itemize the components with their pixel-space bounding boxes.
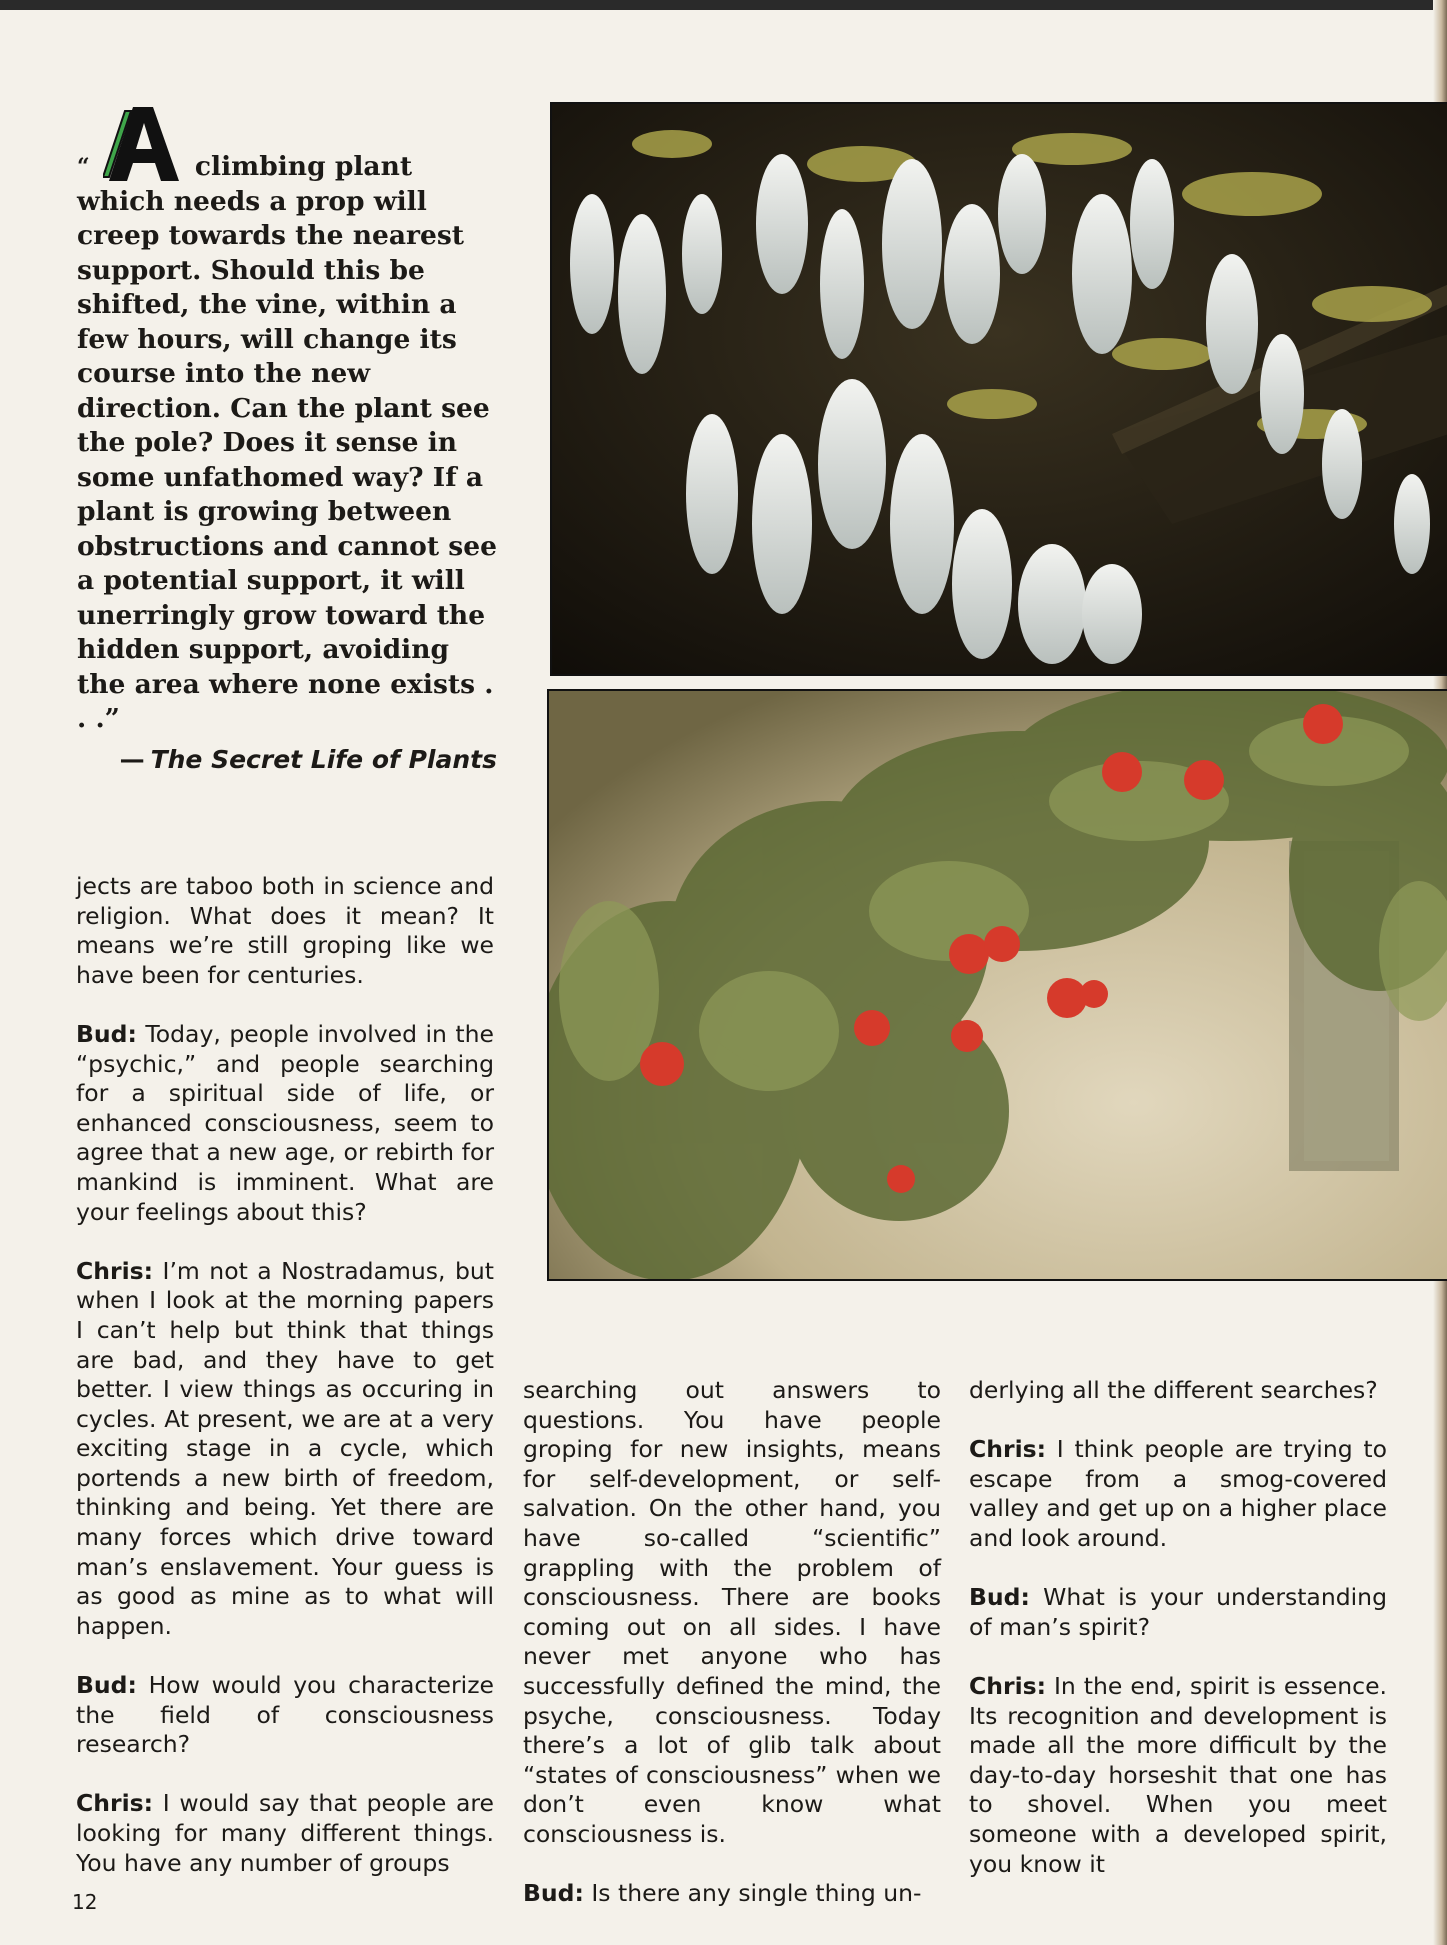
top-edge: [0, 0, 1447, 10]
text-column-3: [969, 1376, 1387, 1909]
speaker-label: Chris:: [969, 1671, 1047, 1700]
speaker-label: Bud:: [969, 1583, 1030, 1612]
paragraph-text: I’m not a Nostradamus, but when I look at the morning papers I can’t help but think that things are bad, and they have to get better. I view things as occuring in cycles. At present, we are at a very exciting stage in a cycle, which portends a new birth of freedom, thinking and being. Yet there are many forces which drive toward man’s enslavement. Your guess is as good as mine as to what will happen.: [76, 1256, 494, 1640]
speaker-label: Chris:: [969, 1435, 1047, 1464]
paragraph: [969, 1435, 1387, 1553]
speaker-label: Bud:: [76, 1671, 137, 1700]
paragraph-text: What is your understanding of man’s spirit?: [969, 1583, 1387, 1641]
paragraph: [523, 1879, 941, 1909]
pull-quote-open-mark: “: [77, 154, 90, 180]
paragraph: [76, 1671, 494, 1760]
pull-quote-text: climbing plant which needs a prop will creep towards the nearest support. Should this be shifted, the vine, within a few hours, will change its course into the new direction. Can the plant see the pole? Does it sense in some unfathomed way? If a plant is growing between obstructions and cannot see a potential support, it will unerringly grow toward the hidden support, avoiding the area where none exists . . .”: [77, 151, 497, 734]
paragraph: [969, 1672, 1387, 1879]
red-roses-photo: [547, 689, 1447, 1281]
paragraph: searching out answers to questions. You have people groping for new insights, means for self-development, or self-salvation. On the other hand, you have so-called “scientific” grappling with the problem of consciousness. There are books coming out on all sides. I have never met anyone who has successfully defined the mind, the psyche, consciousness. Today there’s a lot of glib talk about “states of consciousness” when we don’t even know what consciousness is.: [523, 1376, 941, 1848]
paragraph-text: How would you characterize the field of consciousness research?: [76, 1671, 494, 1759]
paragraph-text: Today, people involved in the “psychic,” and people searching for a spiritual side of life, or enhanced consciousness, seem to agree that a new age, or rebirth for mankind is imminent. What are your feelings about this?: [76, 1019, 494, 1226]
pull-quote: [77, 150, 497, 774]
attribution-dash: —: [119, 745, 145, 774]
text-column-1: [76, 872, 494, 1908]
drop-cap-a: [103, 103, 185, 185]
page-number: 12: [72, 1890, 98, 1914]
speaker-label: Chris:: [76, 1256, 154, 1285]
paragraph-text: I would say that people are looking for many different things. You have any number of groups: [76, 1789, 494, 1877]
white-wisteria-photo: [550, 102, 1447, 676]
paragraph-text: I think people are trying to escape from a smog-covered valley and get up on a higher place and look around.: [969, 1435, 1387, 1552]
paragraph: [969, 1583, 1387, 1642]
paragraph-text: Is there any single thing un-: [591, 1879, 922, 1908]
speaker-label: Bud:: [523, 1879, 584, 1908]
drop-cap-letter: A: [143, 174, 145, 176]
pull-quote-attribution: [77, 745, 497, 775]
paragraph-text: In the end, spirit is essence. Its recognition and development is made all the more difficult by the day-to-day horseshit that one has to shovel. When you meet someone with a developed spirit, you know it: [969, 1671, 1387, 1878]
paragraph: [76, 1020, 494, 1227]
attribution-title: The Secret Life of Plants: [150, 745, 497, 774]
speaker-label: Chris:: [76, 1789, 154, 1818]
paragraph: [76, 1257, 494, 1642]
text-column-2: [523, 1376, 941, 1938]
paragraph: [76, 1789, 494, 1878]
speaker-label: Bud:: [76, 1019, 137, 1048]
paragraph: derlying all the different searches?: [969, 1376, 1378, 1404]
paragraph: jects are taboo both in science and religion. What does it mean? It means we’re still groping like we have been for centuries.: [76, 872, 494, 989]
